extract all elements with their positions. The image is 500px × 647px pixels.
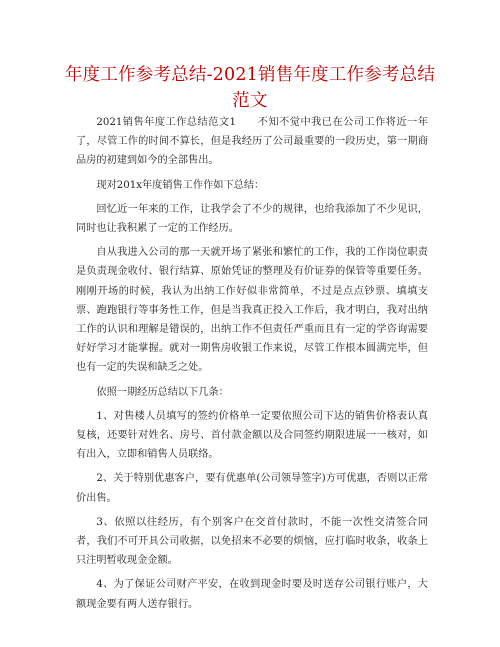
- paragraph-intro: 2021销售年度工作总结范文1 不知不觉中我已在公司工作将近一年了，尽管工作的时间不算长，但是我经历了公司最重要的一段历史，第一期商品房的初建到如今的全部售出。: [76, 117, 428, 167]
- document-body: [76, 113, 428, 619]
- paragraph-summary-lead: 现对201x年度销售工作作如下总结：: [96, 179, 265, 191]
- paragraph-point-2: 2、关于特别优惠客户，要有优惠单(公司领导签字)方可优惠，否则以正常价出售。: [76, 473, 428, 504]
- document-title: 年度工作参考总结-2021销售年度工作参考总结范文: [64, 65, 436, 111]
- paragraph-work-description: 自从我进入公司的那一天就开场了紧张和繁忙的工作，我的工作岗位职责是负责现金收付、银行结算、原始凭证的整理及有价证券的保管等重要任务。刚刚开场的时候，我认为出纳工作好似非常简单，不过是点点钞票、填填支票、跑跑银行等事务性工作，但是当我真正投入工作后，我才明白，我对出纳工作的认识和理解是错误的，出纳工作不但责任严重而且有一定的学咨询需要好好学习才能掌握。就对一期售房收银工作来说，尽管工作根本圆满完毕，但也有一定的失误和缺乏之处。: [76, 247, 428, 374]
- paragraph-points-lead: 依照一期经历总结以下几条：: [96, 386, 229, 398]
- paragraph-point-1: 1、对售楼人员填写的签约价格单一定要依照公司下达的销售价格表认真复核，还要针对姓名、房号、首付款金额以及合同签约期限进展一一核对，如有出入，立即和销售人员联络。: [76, 410, 428, 461]
- paragraph-point-3: 3、依照以往经历，有个别客户在交首付款时，不能一次性交清签合同者，我们不可开具公司收据，以免招来不必要的烦恼，应打临时收条，收条上只注明暂收现金金额。: [76, 516, 428, 567]
- paragraph-review: 回忆近一年来的工作，让我学会了不少的规律，也给我添加了不少见识，同时也让我积累了一定的工作经历。: [76, 203, 428, 235]
- paragraph-point-4: 4、为了保证公司财产平安，在收到现金时要及时送存公司银行账户，大额现金要有两人送存银行。: [76, 579, 428, 610]
